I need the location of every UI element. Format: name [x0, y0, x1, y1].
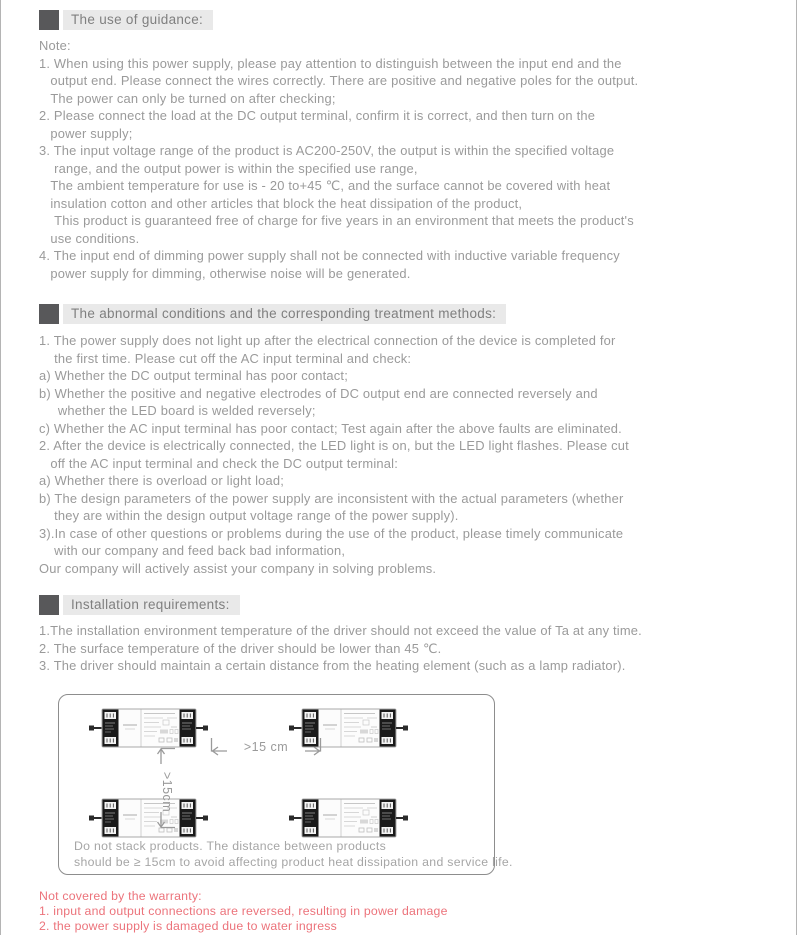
text-line: 2. Please connect the load at the DC output terminal, confirm it is correct, and then turn on the	[39, 108, 596, 123]
dimension-bracket-left-icon	[210, 737, 228, 757]
text-line: output end. Please connect the wires correctly. There are positive and negative poles for the output.	[39, 73, 639, 88]
heading-label: The use of guidance:	[63, 10, 213, 30]
driver-unit-illustration	[89, 706, 209, 750]
text-line: 3. The input voltage range of the product is AC200-250V, the output is within the specified voltage	[39, 143, 615, 158]
text-line: 2. The surface temperature of the driver should be lower than 45 ℃.	[39, 640, 442, 656]
page-content	[1, 0, 796, 934]
driver-unit-illustration	[289, 796, 409, 840]
text-line: a) Whether there is overload or light load;	[39, 473, 285, 488]
text-line: c) Whether the AC input terminal has poor contact; Test again after the above faults are eliminated.	[39, 420, 622, 436]
square-bullet-icon	[39, 595, 59, 615]
text-line: power supply for dimming, otherwise noise will be generated.	[39, 265, 411, 281]
text-line: whether the LED board is welded reversely;	[39, 403, 316, 418]
text-line: insulation cotton and other articles that block the heat dissipation of the product,	[39, 195, 523, 211]
section-use-of-guidance	[39, 10, 782, 282]
text-line: range, and the output power is within the specified use range,	[39, 160, 418, 176]
text-line: 1. The power supply does not light up after the electrical connection of the device is completed for	[39, 333, 616, 348]
section-body	[39, 622, 782, 675]
horizontal-spacing-annotation	[210, 737, 322, 757]
spacing-label: >15 cm	[243, 739, 289, 754]
text-line: power supply;	[39, 125, 133, 141]
text-line: 1. When using this power supply, please pay attention to distinguish between the input end and the	[39, 55, 622, 71]
heading-label: Installation requirements:	[63, 595, 240, 615]
text-line: 2. the power supply is damaged due to water ingress	[39, 918, 337, 933]
text-line: 4. The input end of dimming power supply shall not be connected with inductive variable frequency	[39, 248, 620, 263]
section-installation-requirements	[39, 595, 782, 675]
driver-unit-bottom-right	[289, 796, 409, 840]
dimension-bracket-down-icon	[157, 811, 177, 829]
section-abnormal-conditions	[39, 304, 782, 577]
text-line: 3. The driver should maintain a certain distance from the heating element (such as a lamp radiator).	[39, 658, 626, 673]
section-heading	[39, 304, 782, 324]
square-bullet-icon	[39, 10, 59, 30]
section-heading	[39, 10, 782, 30]
text-line: 3).In case of other questions or problems during the use of the product, please timely communicate	[39, 525, 624, 541]
heading-label: The abnormal conditions and the corresponding treatment methods:	[63, 304, 506, 324]
vertical-spacing-annotation	[149, 747, 183, 829]
driver-unit-top-left	[89, 706, 209, 750]
text-line: 1. input and output connections are reversed, resulting in power damage	[39, 903, 448, 918]
text-line: The ambient temperature for use is - 20 to+45 ℃, and the surface cannot be covered with heat	[39, 178, 611, 193]
text-line: This product is guaranteed free of charge for five years in an environment that meets the product's	[39, 213, 634, 228]
text-line: off the AC input terminal and check the DC output terminal:	[39, 455, 398, 471]
text-line: The power can only be turned on after checking;	[39, 90, 336, 106]
warranty-exclusions-note	[39, 889, 782, 935]
text-line: they are within the design output voltage range of the power supply).	[39, 508, 459, 523]
caption-line: Do not stack products. The distance between products	[74, 838, 387, 853]
text-line: a) Whether the DC output terminal has poor contact;	[39, 368, 348, 383]
installation-spacing-diagram	[58, 694, 513, 875]
caption-line: should be ≥ 15cm to avoid affecting product heat dissipation and service life.	[74, 855, 513, 869]
text-line: the first time. Please cut off the AC input terminal and check:	[39, 350, 412, 366]
diagram-caption	[74, 838, 513, 871]
section-body	[39, 332, 782, 577]
text-line: b) Whether the positive and negative electrodes of DC output end are connected reversely and	[39, 385, 598, 401]
text-line: Our company will actively assist your company in solving problems.	[39, 560, 437, 576]
text-line: 1.The installation environment temperature of the driver should not exceed the value of Ta at any time.	[39, 623, 642, 638]
text-line: b) The design parameters of the power supply are inconsistent with the actual parameters (whether	[39, 490, 624, 506]
section-heading	[39, 595, 782, 615]
warranty-title: Not covered by the warranty:	[39, 888, 202, 903]
text-line: use conditions.	[39, 230, 140, 246]
text-line: with our company and feed back bad information,	[39, 543, 346, 558]
square-bullet-icon	[39, 304, 59, 324]
dimension-bracket-right-icon	[304, 737, 322, 757]
section-body	[39, 37, 782, 282]
text-line: Note:	[39, 38, 71, 53]
warranty-items	[39, 904, 782, 934]
spacing-label: >15cm	[160, 771, 174, 812]
text-line: 2. After the device is electrically connected, the LED light is on, but the LED light flashes. Please cut	[39, 438, 629, 453]
